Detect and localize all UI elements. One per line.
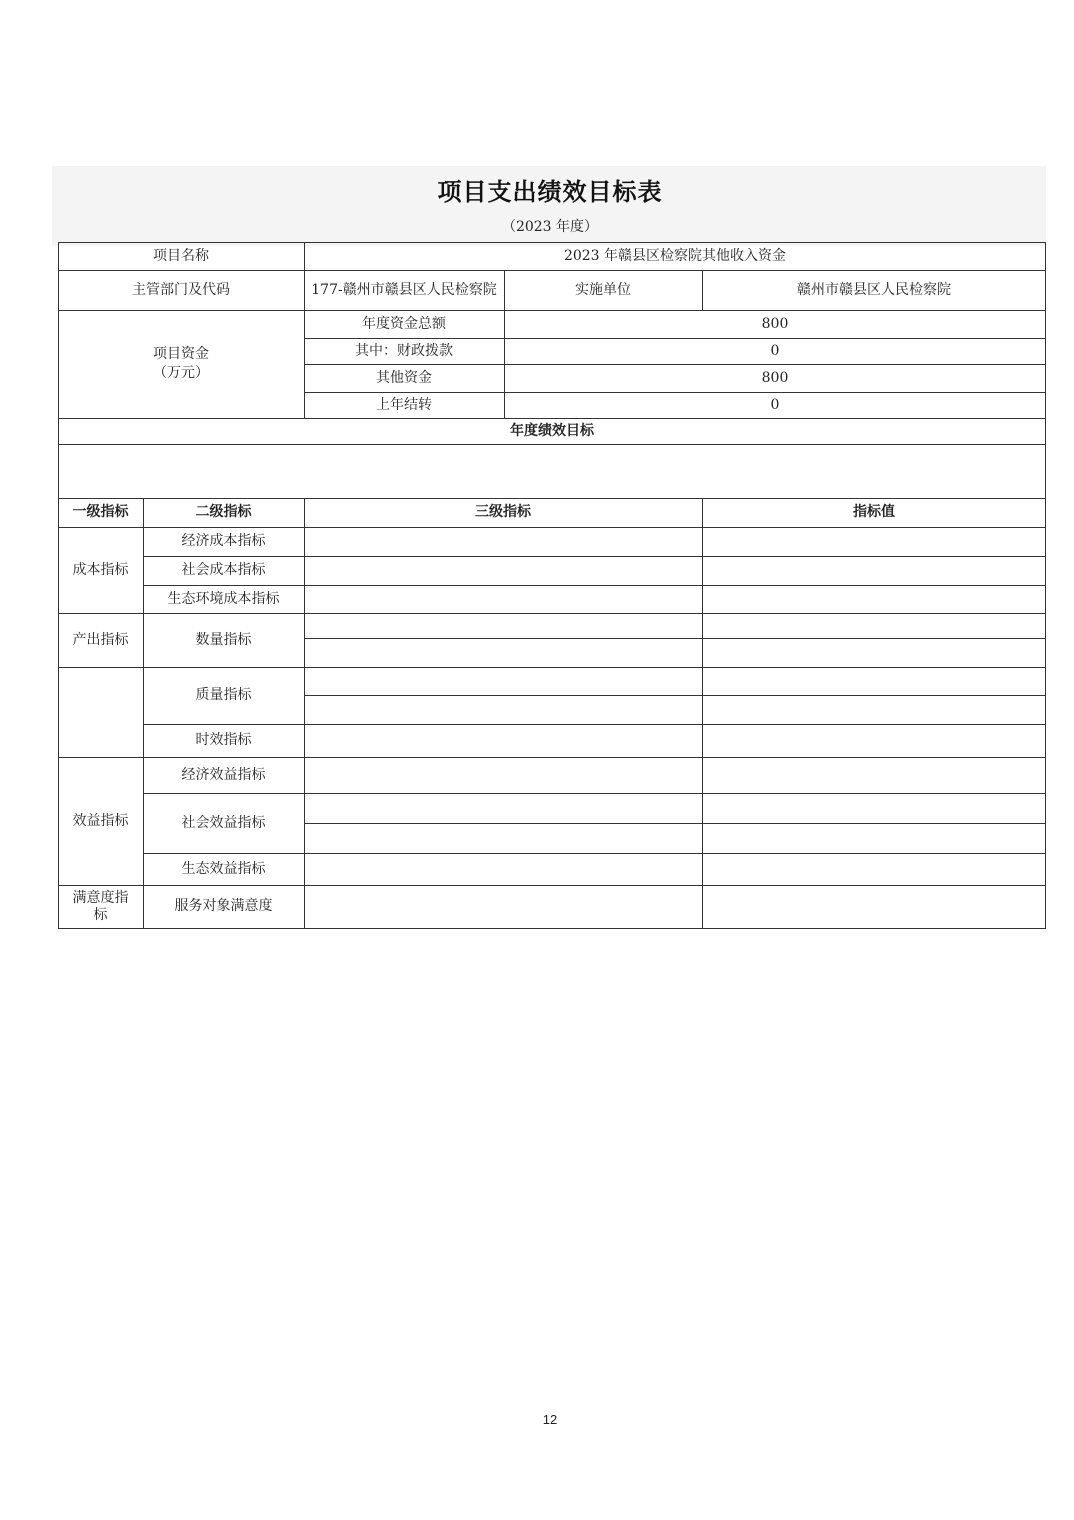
funds-total-value: 800 [761,315,789,332]
funds-other-value: 800 [761,369,789,386]
annual-goal-heading: 年度绩效目标 [510,422,594,439]
service-satisfaction-indicator: 服务对象满意度 [174,898,273,914]
department-label: 主管部门及代码 [132,281,230,298]
row-divider [304,638,1046,639]
form-title: 项目支出绩效目标表 [437,178,663,206]
eco-cost-indicator: 生态环境成本指标 [167,590,280,607]
table-border-bottom [58,928,1046,929]
funds-carryover-label: 上年结转 [376,396,432,413]
project-funds-label: 项目资金 （万元） [153,346,209,381]
page-number: 12 [542,1412,558,1427]
annual-goal-content [58,444,1046,498]
header-indicator-value: 指标值 [853,504,895,520]
header-level-3: 三级指标 [475,504,531,520]
output-indicator-label: 产出指标 [72,631,129,648]
row-divider [304,823,1046,824]
form-year: （2023 年度） [501,219,599,235]
quality-indicator: 质量指标 [195,687,252,703]
funds-other-label: 其他资金 [376,369,432,386]
funds-carryover-value: 0 [770,396,780,413]
row-divider [304,695,1046,696]
column-divider [702,498,703,929]
project-name-label: 项目名称 [153,247,209,264]
benefit-indicator-label: 效益指标 [72,812,129,829]
implementing-unit-value: 赣州市赣县区人民检察院 [797,281,951,298]
timeliness-indicator: 时效指标 [195,732,252,748]
social-cost-indicator: 社会成本指标 [181,562,266,578]
funds-fiscal-value: 0 [770,342,780,359]
economic-benefit-indicator: 经济效益指标 [181,766,266,783]
header-level-2: 二级指标 [195,504,252,520]
column-divider [304,498,305,929]
header-level-1: 一级指标 [72,504,129,520]
social-benefit-indicator: 社会效益指标 [181,814,266,831]
satisfaction-indicator-label: 满意度指标 [72,889,129,923]
eco-benefit-indicator: 生态效益指标 [181,860,266,877]
project-name-value: 2023 年赣县区检察院其他收入资金 [563,247,787,264]
quantity-indicator: 数量指标 [195,631,252,648]
funds-total-label: 年度资金总额 [362,315,446,332]
implementing-unit-label: 实施单位 [575,281,631,298]
economic-cost-indicator: 经济成本指标 [181,533,266,549]
department-value: 177-赣州市赣县区人民检察院 [311,281,497,298]
funds-fiscal-label: 其中：财政拨款 [355,342,453,359]
cost-indicator-label: 成本指标 [72,561,129,578]
